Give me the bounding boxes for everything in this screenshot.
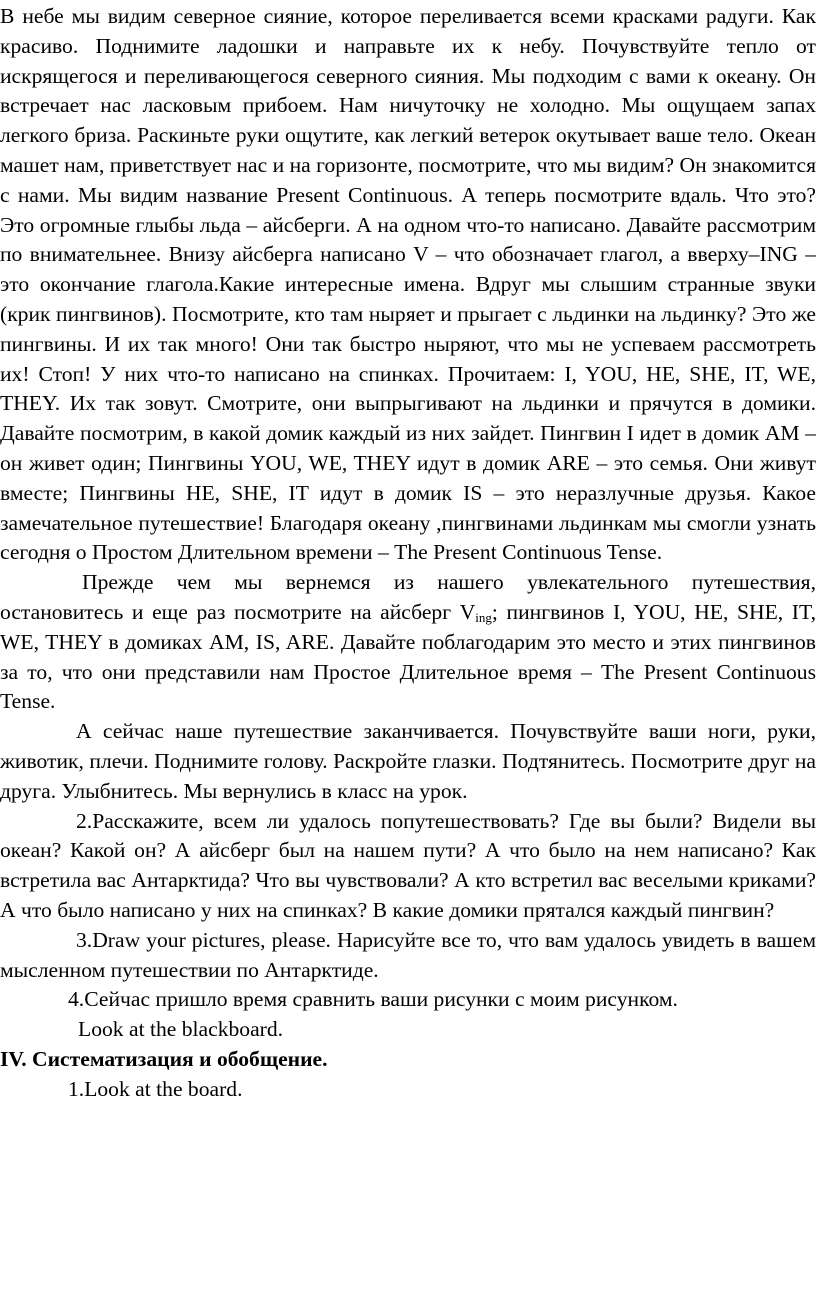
- paragraph-task-3: 3.Draw your pictures, please. Нарисуйте все то, что вам удалось увидеть в вашем мысленном путешествии по Антарктиде.: [0, 927, 816, 982]
- paragraph-task-4: 4.Сейчас пришло время сравнить ваши рисунки с моим рисунком.: [68, 987, 678, 1012]
- paragraph-task-1-board: 1.Look at the board.: [68, 1076, 243, 1101]
- paragraph-review-iceberg: [0, 568, 816, 717]
- review-text-end: ; пингвинов I, YOU, HE, SHE, IT, WE, THEY в домиках AM, IS, ARE. Давайте поблагодарим это место и этих пингвинов за то, что они представили нам Простое Длительное время – The Present Continuous Tense.: [0, 599, 816, 714]
- paragraph-task-2: 2.Расскажите, всем ли удалось попутешествовать? Где вы были? Видели вы океан? Какой он? А айсберг был на нашем пути? А что было на нем написано? Как встретила вас Антарктида? Что вы чувствовали? А кто встретил вас веселыми криками? А что было написано у них на спинках? В какие домики прятался каждый пингвин?: [0, 808, 816, 922]
- paragraph-journey-story: В небе мы видим северное сияние, которое переливается всеми красками радуги. Как красиво. Поднимите ладошки и направьте их к небу. Почувствуйте тепло от искрящегося и переливающегося северного сияния. Мы подходим с вами к океану. Он встречает нас ласковым прибоем. Нам ничуточку не холодно. Мы ощущаем запах легкого бриза. Раскиньте руки ощутите, как легкий ветерок окутывает ваше тело. Океан машет нам, приветствует нас и на горизонте, посмотрите, что мы видим? Он знакомится с нами. Мы видим название Present Continuous. А теперь посмотрите вдаль. Что это? Это огромные глыбы льда – айсберги. А на одном что-то написано. Давайте рассмотрим по внимательнее. Внизу айсберга написано V – что обозначает глагол, а вверху–ING – это окончание глагола.Какие интересные имена. Вдруг мы слышим странные звуки (крик пингвинов). Посмотрите, кто там ныряет и прыгает с льдинки на льдинку? Это же пингвины. И их так много! Они так быстро ныряют, что мы не успеваем рассмотреть их! Стоп! У них что-то написано на спинках. Прочитаем: I, YOU, HE, SHE, IT, WE, THEY. Их так зовут. Смотрите, они выпрыгивают на льдинки и прячутся в домики. Давайте посмотрим, в какой домик каждый из них зайдет. Пингвин I идет в домик AM – он живет один; Пингвины YOU, WE, THEY идут в домик ARE – это семья. Они живут вместе; Пингвины HE, SHE, IT идут в домик IS – это неразлучные друзья. Какое замечательное путешествие! Благодаря океану ,пингвинами льдинкам мы смогли узнать сегодня о Простом Длительном времени – The Present Continuous Tense.: [0, 4, 816, 565]
- paragraph-blackboard: Look at the blackboard.: [78, 1017, 284, 1042]
- ing-subscript: ing: [475, 609, 492, 625]
- paragraph-journey-end: А сейчас наше путешествие заканчивается. Почувствуйте ваши ноги, руки, животик, плечи. Поднимите голову. Раскройте глазки. Подтянитесь. Посмотрите друг на друга. Улыбнитесь. Мы вернулись в класс на урок.: [0, 719, 816, 803]
- section-heading: IV. Систематизация и обобщение.: [0, 1046, 328, 1071]
- review-text-start: Прежде чем мы вернемся из нашего увлекательного путешествия, остановитесь и еще раз посмотрите на айсберг V: [0, 570, 816, 624]
